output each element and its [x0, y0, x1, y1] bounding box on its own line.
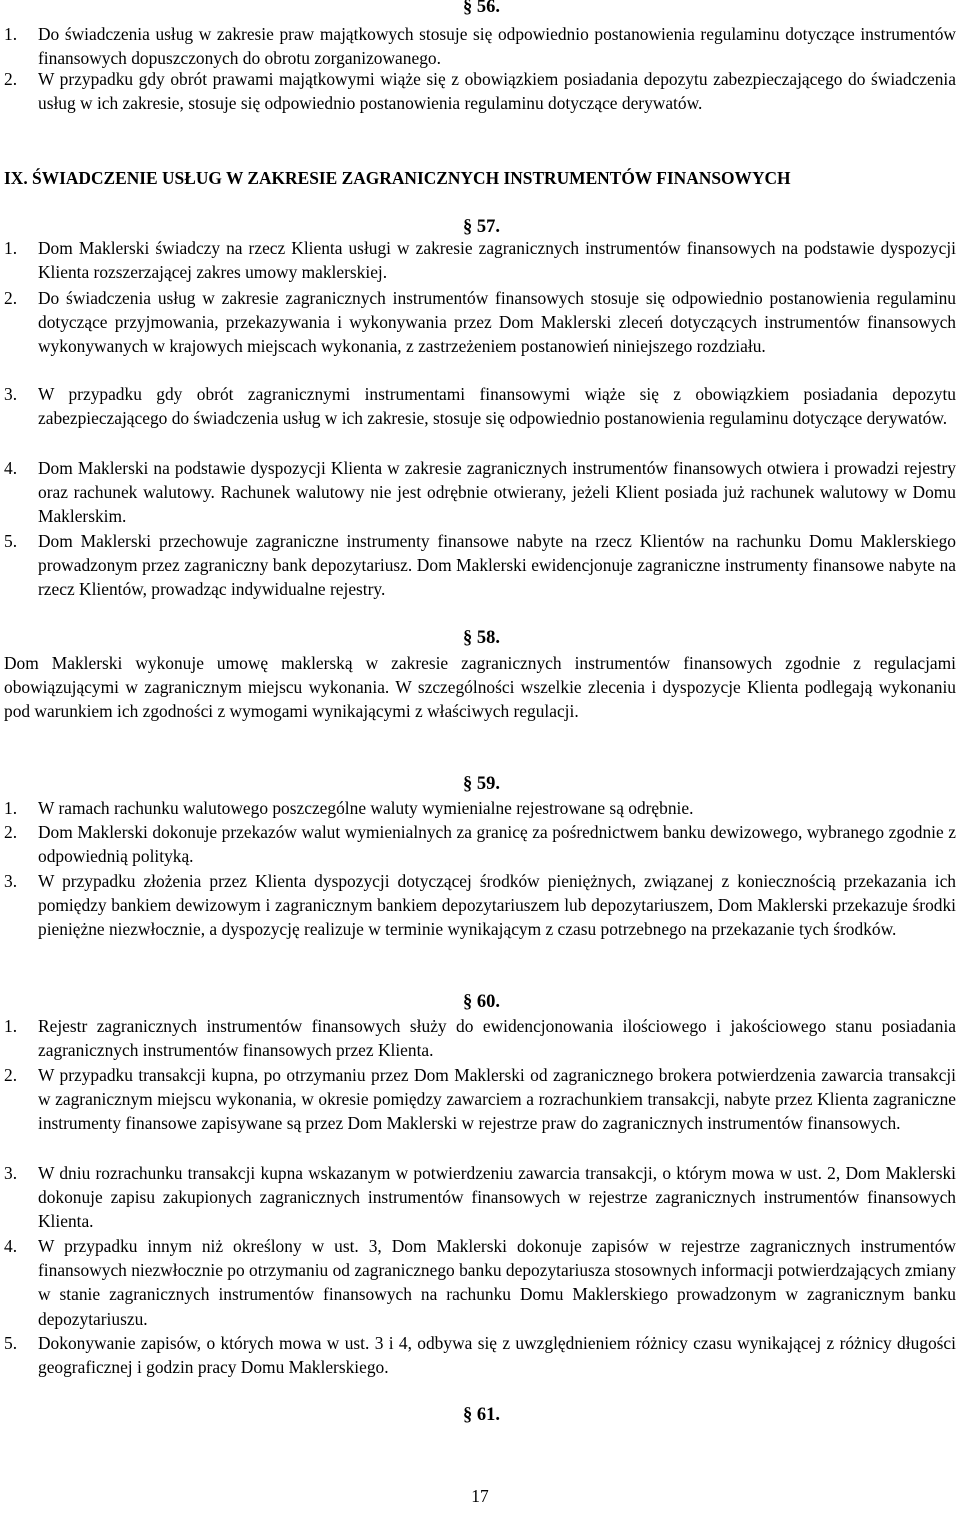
item-number: 2.: [4, 69, 18, 89]
item-text: Dom Maklerski dokonuje przekazów walut wymienialnych za granicę za pośrednictwem banku dewizowego, wybranego zgodnie z odpowiednią polityką.: [38, 822, 956, 867]
item-number: 3.: [4, 1163, 18, 1183]
chapter-ix-heading: IX. ŚWIADCZENIE USŁUG W ZAKRESIE ZAGRANICZNYCH INSTRUMENTÓW FINANSOWYCH: [4, 168, 791, 188]
s59-item-1: [4, 796, 956, 820]
item-text: W przypadku złożenia przez Klienta dyspozycji dotyczącej środków pieniężnych, związanej z koniecznością przekazania ich pomiędzy bankiem dewizowym i zagranicznym bankiem depozytariuszem lub depozytariuszem, Dom Maklerski przekazuje środki pieniężne niezwłocznie, a dyspozycję realizuje w terminie wynikającym z czasu potrzebnego na przekazanie tych środków.: [38, 871, 956, 940]
item-number: 5.: [4, 531, 18, 551]
section-61-heading: § 61.: [463, 1405, 500, 1425]
section-60-heading: § 60.: [463, 992, 500, 1012]
item-text: W przypadku transakcji kupna, po otrzymaniu przez Dom Maklerski od zagranicznego brokera potwierdzenia zawarcia transakcji w zagranicznym miejscu wykonania, w okresie pomiędzy zawarciem a rozrachunkiem transakcji, nabyte przez Klienta zagraniczne instrumenty finansowe zapisywane są przez Dom Maklerski w rejestrze praw do zagranicznych instrumentów finansowych.: [38, 1065, 956, 1134]
item-text: Dom Maklerski przechowuje zagraniczne instrumenty finansowe nabyte na rzecz Klientów na rachunku Domu Maklerskiego prowadzonym przez zagraniczny bank depozytariusz. Dom Maklerski ewidencjonuje zagraniczne instrumenty finansowe nabyte na rzecz Klientów, prowadząc indywidualne rejestry.: [38, 531, 956, 600]
item-number: 3.: [4, 871, 18, 891]
item-number: 2.: [4, 288, 18, 308]
s60-item-4: [4, 1234, 956, 1331]
section-58-heading: § 58.: [463, 628, 500, 648]
item-text: W przypadku gdy obrót zagranicznymi instrumentami finansowymi wiąże się z obowiązkiem posiadania depozytu zabezpieczającego do świadczenia usług w ich zakresie, stosuje się odpowiednio postanowienia regulaminu dotyczące derywatów.: [38, 384, 956, 429]
s59-item-3: [4, 869, 956, 942]
item-number: 1.: [4, 1016, 18, 1036]
item-number: 4.: [4, 1236, 18, 1256]
item-number: 1.: [4, 24, 18, 44]
item-number: 5.: [4, 1333, 18, 1353]
s58-paragraph: Dom Maklerski wykonuje umowę maklerską w zakresie zagranicznych instrumentów finansowych zgodnie z regulacjami obowiązującymi w zagranicznym miejscu wykonania. W szczególności wszelkie zlecenia i dyspozycje Klienta podlegają wykonaniu pod warunkiem ich zgodności z wymogami wynikającymi z właściwych regulacji.: [4, 653, 956, 722]
item-number: 4.: [4, 458, 18, 478]
item-text: W przypadku gdy obrót prawami majątkowymi wiąże się z obowiązkiem posiadania depozytu zabezpieczającego do świadczenia usług w ich zakresie, stosuje się odpowiednio postanowienia regulaminu dotyczące derywatów.: [38, 69, 956, 114]
section-56-heading: § 56.: [463, 0, 500, 17]
item-number: 2.: [4, 1065, 18, 1085]
item-text: Do świadczenia usług w zakresie zagranicznych instrumentów finansowych stosuje się odpowiednio postanowienia regulaminu dotyczące przyjmowania, przekazywania i wykonywania przez Dom Maklerski zleceń dotyczących instrumentów finansowych wykonywanych w krajowych miejscach wykonania, z zastrzeżeniem postanowień niniejszego rozdziału.: [38, 288, 956, 357]
s57-item-1: [4, 236, 956, 284]
item-text: W ramach rachunku walutowego poszczególne waluty wymienialne rejestrowane są odrębnie.: [38, 798, 694, 818]
item-number: 3.: [4, 384, 18, 404]
s60-item-2: [4, 1063, 956, 1136]
section-59-heading: § 59.: [463, 774, 500, 794]
s57-item-3: [4, 382, 956, 430]
s57-item-2: [4, 286, 956, 359]
item-text: Rejestr zagranicznych instrumentów finansowych służy do ewidencjonowania ilościowego i jakościowego stanu posiadania zagranicznych instrumentów finansowych przez Klienta.: [38, 1016, 956, 1061]
s57-item-4: [4, 456, 956, 529]
s57-item-5: [4, 529, 956, 602]
s60-item-1: [4, 1014, 956, 1062]
item-text: Do świadczenia usług w zakresie praw majątkowych stosuje się odpowiednio postanowienia regulaminu dotyczące instrumentów finansowych dopuszczonych do obrotu zorganizowanego.: [38, 24, 956, 69]
item-number: 2.: [4, 822, 18, 842]
s56-item-1: [4, 22, 956, 70]
item-number: 1.: [4, 238, 18, 258]
s56-item-2: [4, 67, 956, 115]
item-text: Dom Maklerski świadczy na rzecz Klienta usługi w zakresie zagranicznych instrumentów finansowych na podstawie dyspozycji Klienta rozszerzającej zakres umowy maklerskiej.: [38, 238, 956, 283]
s60-item-3: [4, 1161, 956, 1234]
item-text: Dom Maklerski na podstawie dyspozycji Klienta w zakresie zagranicznych instrumentów finansowych otwiera i prowadzi rejestry oraz rachunek walutowy. Rachunek walutowy nie jest odrębnie otwierany, jeżeli Klient posiada już rachunek walutowy w Domu Maklerskim.: [38, 458, 956, 527]
page-number: 17: [471, 1486, 489, 1506]
item-text: W dniu rozrachunku transakcji kupna wskazanym w potwierdzeniu zawarcia transakcji, o którym mowa w ust. 2, Dom Maklerski dokonuje zapisu zakupionych zagranicznych instrumentów finansowych w rejestrze zagranicznych instrumentów finansowych Klienta.: [38, 1163, 956, 1232]
section-57-heading: § 57.: [463, 217, 500, 237]
s59-item-2: [4, 820, 956, 868]
item-number: 1.: [4, 798, 18, 818]
s60-item-5: [4, 1331, 956, 1379]
item-text: W przypadku innym niż określony w ust. 3, Dom Maklerski dokonuje zapisów w rejestrze zagranicznych instrumentów finansowych niezwłocznie po otrzymaniu od zagranicznego banku depozytariusza stosownych informacji potwierdzających zmiany w stanie zagranicznych instrumentów finansowych na rachunku Domu Maklerskiego prowadzonym w zagranicznym banku depozytariuszu.: [38, 1236, 956, 1329]
item-text: Dokonywanie zapisów, o których mowa w ust. 3 i 4, odbywa się z uwzględnieniem różnicy czasu wynikającej z różnicy długości geograficznej i godzin pracy Domu Maklerskiego.: [38, 1333, 956, 1378]
